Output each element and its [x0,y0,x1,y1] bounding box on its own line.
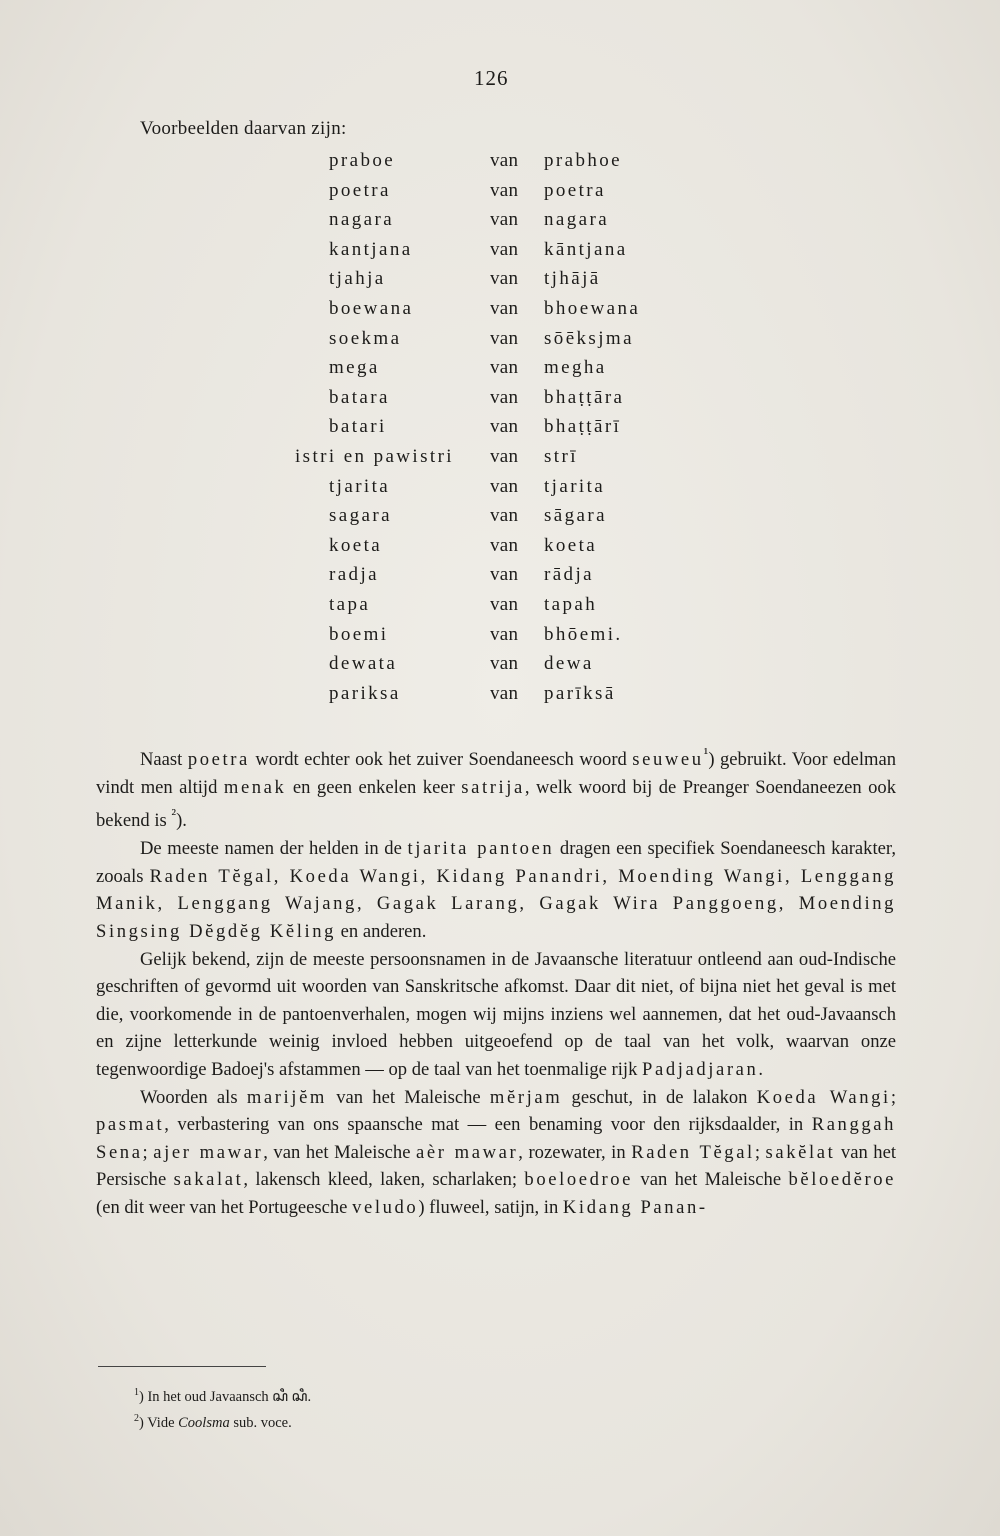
example-van: van [490,297,519,319]
example-row [250,328,730,358]
term: bĕloedĕroe [788,1169,897,1191]
example-van: van [490,179,519,201]
footnote-ref: ² [171,806,177,824]
text: wordt echter ook het zuiver Soendaneesch woord [249,749,633,771]
term: boeloedroe [524,1169,634,1191]
example-word: istri en pawistri [294,445,454,467]
text: , lakensch kleed, laken, scharlaken; [243,1169,525,1191]
example-word: boewana [329,297,414,319]
example-word: kantjana [329,238,413,260]
example-van: van [490,564,519,586]
example-origin: tjhājā [544,268,601,290]
example-van: van [490,327,519,349]
term: Raden Tĕgal [631,1141,755,1163]
example-word: tjarita [329,475,391,497]
example-origin: kāntjana [544,238,628,260]
text: ; [142,1141,154,1163]
page-number: 126 [474,66,509,90]
text: dragen een specifiek Soendaneesch karakter, zooals [96,838,896,887]
intro-line: Voorbeelden daarvan zijn: [140,118,347,139]
example-row [250,268,730,298]
example-van: van [490,682,519,704]
example-origin: bhoewana [544,297,641,319]
term: poetra [187,749,250,771]
example-origin: dewa [544,653,594,675]
paragraph-1 [96,740,896,835]
example-van: van [490,593,519,615]
example-word: poetra [329,179,391,201]
example-origin: tjarita [544,475,606,497]
term: seuweu [632,749,704,771]
example-word: batari [329,416,387,438]
term: veludo [352,1196,419,1218]
example-word: tjahja [329,268,386,290]
example-row [250,239,730,269]
example-row [250,357,730,387]
term: aèr mawar [416,1141,519,1163]
footnote-2 [134,1408,311,1434]
text: De meeste namen der helden in de [140,838,408,860]
example-van: van [490,534,519,556]
example-row [250,150,730,180]
text: , welk woord bij de Preanger Soendaneezen ook bekend is [96,776,896,832]
example-origin: nagara [544,209,610,231]
example-origin: megha [544,357,607,379]
example-origin: bhaṭṭārī [544,416,622,438]
text: , van het Maleische [263,1141,417,1163]
example-van: van [490,505,519,527]
example-row [250,387,730,417]
example-van: van [490,268,519,290]
example-van: van [490,653,519,675]
footnote-ref: ¹ [703,745,709,762]
term: tjarita pantoen [407,838,555,860]
term: Ranggah Sena [96,1114,896,1163]
footnote-text: sub. voce. [229,1414,292,1431]
example-row [250,653,730,683]
footnote-divider [98,1366,266,1367]
text: van het Maleische [326,1086,490,1108]
paragraph-2 [96,835,896,945]
term: sakalat [173,1169,244,1191]
example-origin: strī [544,445,578,467]
footnote-text: ) In het oud Javaansch ꦱꦶ ꦱꦶ. [139,1388,312,1405]
example-van: van [490,238,519,260]
example-word: dewata [329,653,398,675]
term: satrija [461,776,525,798]
footnote-text: ) Vide [139,1414,179,1431]
example-row [250,594,730,624]
example-word: boemi [329,623,389,645]
example-van: van [490,445,519,467]
body-text [96,740,896,1221]
example-origin: koeta [544,534,598,556]
footnote-mark: 2 [134,1412,139,1424]
footnote-1 [134,1382,311,1408]
names-list: Raden Tĕgal, Koeda Wangi, Kidang Panandri, Moending Wangi, Lenggang Manik, Lenggang Wajang, Gagak Larang, Gagak Wira Panggoeng, Moending Singsing Dĕgdĕg Kĕling [96,865,896,942]
example-origin: sāgara [544,505,607,527]
text: Gelijk bekend, zijn de meeste persoonsnamen in de Javaansche literatuur ontleend aan oud-Indische geschriften of gevormd uit woorden van Sanskritsche afkomst. Daar dit niet, of bijna niet het geval is met die, voorkomende in de pantoenverhalen, mogen wij mijns inziens wel aannemen, dat het oud-Javaansch en zijne letterkunde weinig invloed hebben uitgeoefend op de taal van het volk, waarvan onze tegenwoordige Badoej's afstammen — op de taal van het toenmalige rijk [96,948,896,1080]
text: , rozewater, in [518,1141,632,1163]
example-origin: prabhoe [544,150,622,171]
text: van het Persische [96,1141,896,1191]
text: ) fluweel, satijn, in [418,1196,563,1218]
example-row [250,209,730,239]
example-row [250,535,730,565]
term: sakĕlat [765,1141,836,1163]
text: Woorden als [140,1086,247,1108]
footnote-mark: 1 [134,1387,139,1398]
example-origin: parīksā [544,682,616,704]
term: marijĕm [246,1086,327,1108]
example-origin: bhaṭṭāra [544,386,625,408]
example-word: nagara [329,209,395,231]
term: Padjadjaran [642,1058,759,1080]
term: Koeda Wangi [756,1086,891,1108]
text: (en dit weer van het Portugeesche [96,1196,353,1218]
example-row [250,180,730,210]
text: ; [754,1141,766,1163]
example-origin: sōēksjma [544,327,634,349]
example-row [250,476,730,506]
text: van het Maleische [633,1169,789,1191]
text: ) gebruikt. Voor edelman vindt men altijd [96,749,896,798]
example-word: soekma [329,327,402,349]
example-van: van [490,475,519,497]
footnote-italic: Coolsma [178,1414,230,1431]
example-row [250,416,730,446]
example-origin: poetra [544,179,606,201]
term: pasmat [96,1114,165,1136]
example-van: van [490,209,519,231]
text: . [758,1058,764,1080]
text: , verbastering van ons spaansche mat — een benaming voor den rijksdaalder, in [164,1114,812,1136]
example-word: mega [329,357,380,379]
text: ; [890,1086,896,1108]
example-origin: rādja [544,564,594,586]
example-row [250,564,730,594]
example-row [250,624,730,654]
text: geschut, in de lalakon [562,1086,757,1108]
text: ). [176,810,187,832]
term: Kidang Panan- [562,1196,708,1218]
example-word: koeta [329,534,383,556]
example-van: van [490,623,519,645]
paragraph-3 [96,946,896,1084]
text: en anderen. [336,920,427,942]
term: menak [223,776,287,798]
example-van: van [490,357,519,379]
example-origin: tapah [544,593,598,615]
text: Naast [140,749,188,771]
paragraph-4 [96,1084,896,1222]
examples-list [250,150,730,712]
example-van: van [490,150,519,171]
example-row [250,446,730,476]
example-row [250,683,730,713]
example-word: pariksa [329,682,401,704]
example-origin: bhōemi. [544,623,623,645]
example-row [250,298,730,328]
footnotes [134,1382,311,1434]
example-van: van [490,386,519,408]
term: ajer mawar [153,1141,264,1163]
example-word: praboe [329,150,396,171]
text: en geen enkelen keer [286,776,462,798]
example-word: radja [329,564,379,586]
example-word: sagara [329,505,392,527]
example-van: van [490,416,519,438]
example-row [250,505,730,535]
term: mĕrjam [489,1086,563,1108]
example-word: tapa [329,593,371,615]
example-word: batara [329,386,390,408]
